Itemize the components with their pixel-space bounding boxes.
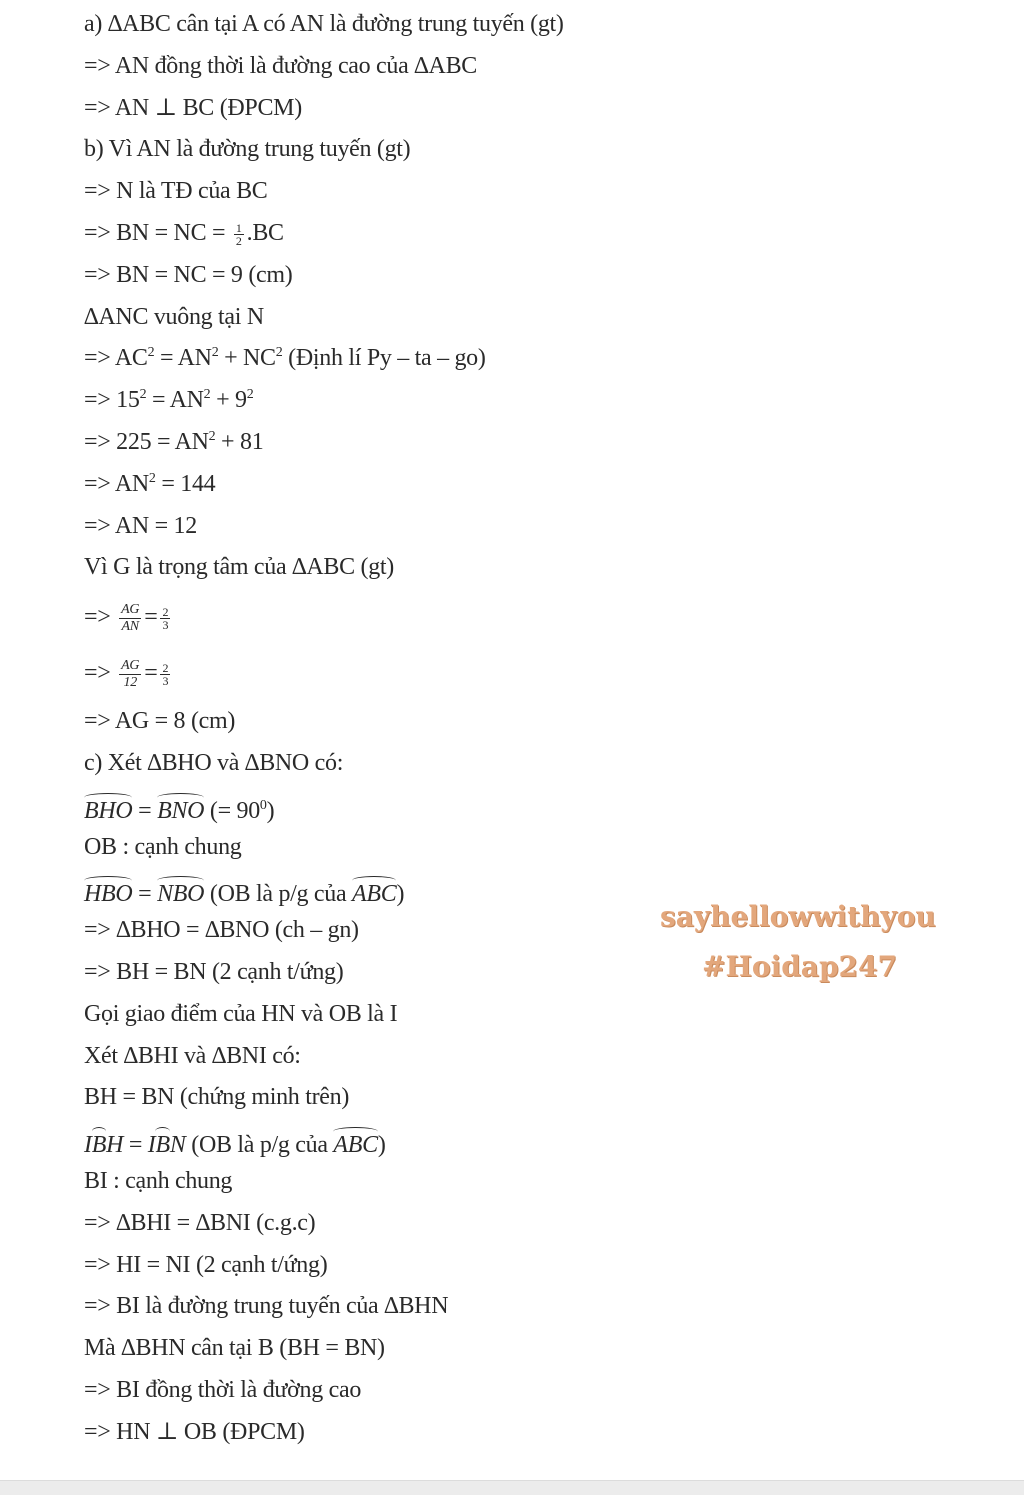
- text: =: [132, 881, 158, 908]
- text: N: [169, 1132, 186, 1159]
- text: = 144: [155, 470, 216, 497]
- fraction-den: AN: [121, 619, 139, 635]
- line-pythagoras: [84, 338, 684, 380]
- text: => 15: [84, 387, 140, 414]
- angle-abc: ABC: [352, 868, 396, 916]
- line-c12: => ∆BHI = ∆BNI (c.g.c): [84, 1209, 316, 1236]
- fraction-num: 2: [162, 605, 169, 620]
- fraction-ag-12: [119, 658, 141, 691]
- line-eq144: [84, 464, 684, 506]
- line-frac1: [84, 589, 684, 645]
- angle-bho: BHO: [84, 785, 132, 833]
- line-angle-ibh: [84, 1119, 684, 1161]
- solution-text: [84, 4, 684, 1454]
- line-c9: BH = BN (chứng minh trên): [84, 1084, 350, 1111]
- line-c3: OB : cạnh chung: [84, 833, 242, 860]
- fraction-num: 1: [235, 220, 242, 235]
- line-c16: => BI đồng thời là đường cao: [84, 1376, 362, 1403]
- text: = AN: [154, 345, 212, 372]
- line-eq225: [84, 422, 684, 464]
- fraction-num: AG: [121, 658, 140, 674]
- fraction-two-thirds: [160, 606, 170, 631]
- exponent: 2: [203, 387, 211, 403]
- line-c13: => HI = NI (2 cạnh t/ứng): [84, 1251, 328, 1278]
- watermark-line-1: sayhellowwithyou: [660, 900, 936, 933]
- angle-ibn: B: [155, 1119, 169, 1167]
- watermark: [660, 892, 936, 992]
- fraction-half: [234, 222, 244, 247]
- line-c5: => ∆BHO = ∆BNO (ch – gn): [84, 917, 359, 944]
- exponent: 2: [147, 345, 155, 361]
- fraction-den: 2: [235, 233, 242, 248]
- line-c6: => BH = BN (2 cạnh t/ứng): [84, 958, 344, 985]
- text: + 9: [210, 387, 247, 414]
- angle-bno: BNO: [157, 785, 204, 833]
- line-b3: [84, 213, 684, 255]
- line-b1: b) Vì AN là đường trung tuyến (gt): [84, 136, 411, 163]
- fraction-den: 12: [123, 675, 137, 691]
- exponent: 2: [139, 387, 147, 403]
- line-c11: BI : cạnh chung: [84, 1167, 233, 1194]
- text: I: [147, 1132, 156, 1159]
- line-c1: c) Xét ∆BHO và ∆BNO có:: [84, 749, 344, 776]
- text: H: [106, 1132, 124, 1159]
- text: + NC: [218, 345, 276, 372]
- line-b5: ∆ANC vuông tại N: [84, 303, 264, 330]
- exponent: 2: [211, 345, 219, 361]
- text: (OB là p/g của: [204, 881, 353, 908]
- angle-abc: ABC: [333, 1119, 377, 1167]
- line-b3-tail: .BC: [246, 219, 284, 246]
- angle-nbo: NBO: [157, 868, 204, 916]
- text: (= 90: [204, 797, 260, 824]
- equals-sign: =: [144, 604, 158, 631]
- line-angle-hbo: [84, 868, 684, 910]
- line-b2: => N là TĐ của BC: [84, 178, 268, 205]
- line-angle-bho: [84, 785, 684, 827]
- text: => 225 = AN: [84, 428, 209, 455]
- fraction-den: 3: [162, 674, 169, 689]
- text: =: [123, 1132, 148, 1159]
- line-a1: a) ∆ABC cân tại A có AN là đường trung tuyến (gt): [84, 11, 564, 37]
- line-a3: => AN ⊥ BC (ĐPCM): [84, 94, 302, 121]
- line-c14: => BI là đường trung tuyến của ∆BHN: [84, 1293, 449, 1320]
- exponent: 2: [208, 428, 216, 444]
- exponent: 2: [148, 470, 156, 486]
- fraction-two-thirds: [160, 662, 170, 687]
- text: ): [266, 797, 275, 824]
- line-c8: Xét ∆BHI và ∆BNI có:: [84, 1042, 301, 1069]
- text: (Định lí Py – ta – go): [282, 345, 486, 372]
- angle-ibh: B: [92, 1119, 106, 1167]
- bottom-border: [0, 1480, 1024, 1495]
- text: =>: [84, 604, 117, 631]
- angle-hbo: HBO: [84, 868, 132, 916]
- text: (OB là p/g của: [185, 1132, 334, 1159]
- text: =>: [84, 660, 117, 687]
- line-centroid: Vì G là trọng tâm của ∆ABC (gt): [84, 554, 394, 581]
- line-an12: => AN = 12: [84, 512, 197, 539]
- line-eq15: [84, 380, 684, 422]
- line-b4: => BN = NC = 9 (cm): [84, 261, 293, 288]
- text: + 81: [215, 428, 264, 455]
- text: ): [396, 881, 405, 908]
- exponent: 2: [246, 387, 254, 403]
- fraction-num: AG: [121, 602, 140, 618]
- line-b3-text: => BN = NC =: [84, 219, 231, 246]
- exponent: 2: [275, 345, 283, 361]
- watermark-line-2: #Hoidap247: [702, 950, 897, 983]
- equals-sign: =: [144, 660, 158, 687]
- fraction-ag-an: [119, 602, 141, 635]
- text: ): [377, 1132, 386, 1159]
- line-c7: Gọi giao điểm của HN và OB là I: [84, 1000, 398, 1027]
- line-frac2: [84, 645, 684, 701]
- text: => AN: [84, 470, 149, 497]
- line-c17: => HN ⊥ OB (ĐPCM): [84, 1418, 305, 1445]
- text: = AN: [146, 387, 204, 414]
- degree: 0: [259, 797, 267, 813]
- line-c15: Mà ∆BHN cân tại B (BH = BN): [84, 1335, 385, 1362]
- fraction-den: 3: [162, 618, 169, 633]
- fraction-num: 2: [162, 661, 169, 676]
- text: I: [84, 1132, 92, 1159]
- text: => AC: [84, 345, 148, 372]
- line-a2: => AN đồng thời là đường cao của ∆ABC: [84, 52, 477, 79]
- line-ag8: => AG = 8 (cm): [84, 708, 236, 735]
- text: =: [132, 797, 158, 824]
